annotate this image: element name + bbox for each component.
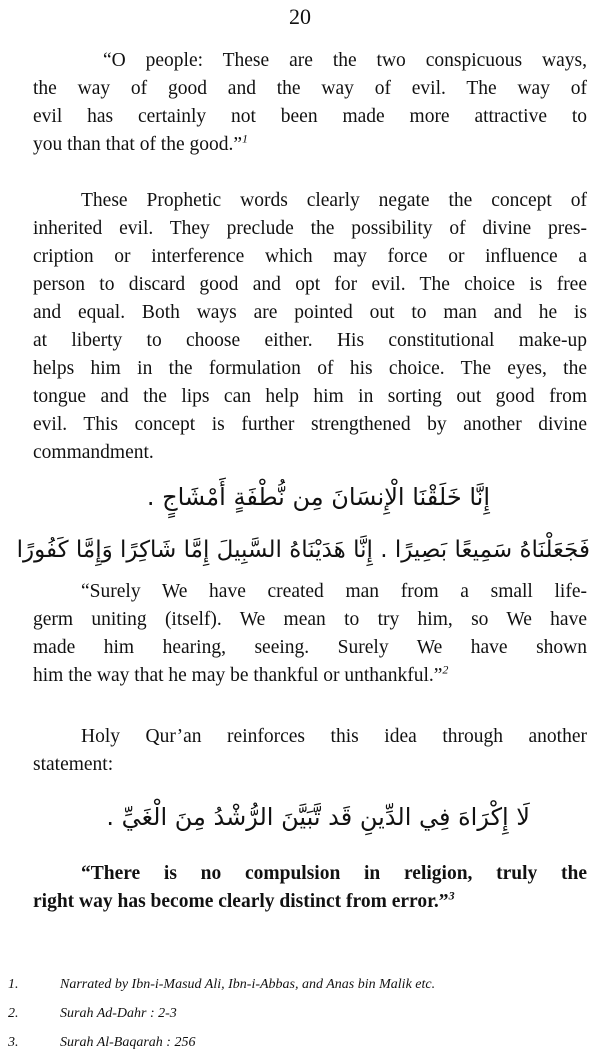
quote-line: “Surely We have created man from a small life-: [81, 581, 587, 602]
quote-last-line: [33, 131, 587, 159]
paragraph-line: helps him in the formulation of his choice. The eyes, the: [33, 358, 587, 379]
footnote-text: Surah Ad-Dahr : 2-3: [60, 1006, 177, 1021]
quote-line-text: right way has become clearly distinct from error.”: [33, 891, 449, 912]
paragraph-line: tongue and the lips can help him in sorting out good from: [33, 386, 587, 407]
footnote: [8, 999, 588, 1028]
quote-line: evil has certainly not been made more attractive to: [33, 106, 587, 127]
quote-line-text: you than that of the good.”: [33, 134, 243, 155]
hadith-quote: [33, 47, 587, 159]
page-number: 20: [289, 4, 311, 29]
paragraph-line: These Prophetic words clearly negate the concept of: [81, 190, 587, 211]
footnote-ref: 3: [448, 888, 455, 903]
paragraph-line: statement:: [33, 754, 114, 775]
quote-line: the way of good and the way of evil. The way of: [33, 78, 587, 99]
translation-quote: [33, 578, 587, 690]
body-paragraph: [33, 187, 587, 467]
quote-line: germ uniting (itself). We mean to try him, so We have: [33, 609, 587, 630]
paragraph-line: Holy Qur’an reinforces this idea through another: [81, 726, 587, 747]
arabic-verse: لَا إِكْرَاهَ فِي الدِّينِ قَد تَّبَيَّنَ الرُّشْدُ مِنَ الْغَيِّ .: [106, 803, 530, 831]
footnotes: [8, 970, 588, 1057]
quote-line: made him hearing, seeing. Surely We have shown: [33, 637, 587, 658]
paragraph-line: commandment.: [33, 442, 154, 463]
footnote-ref: 1: [242, 131, 249, 146]
paragraph-line: and equal. Both ways are pointed out to man and he is: [33, 302, 587, 323]
paragraph-line: cription or interference which may force or influence a: [33, 246, 587, 267]
arabic-verse: إِنَّا خَلَقْنَا الْإِنسَانَ مِن نُّطْفَةٍ أَمْشَاجٍ .: [146, 483, 490, 511]
footnote-text: Surah Al-Baqarah : 256: [60, 1035, 196, 1050]
quote-line: “O people: These are the two conspicuous ways,: [103, 50, 587, 71]
footnote-text: Narrated by Ibn-i-Masud Ali, Ibn-i-Abbas, and Anas bin Malik etc.: [60, 977, 436, 992]
translation-quote: [33, 860, 587, 916]
footnote: [8, 1028, 588, 1057]
footnote: [8, 970, 588, 999]
footnote-number: 3.: [8, 1035, 19, 1050]
paragraph-line: person to discard good and opt for evil. The choice is free: [33, 274, 587, 295]
paragraph-line: inherited evil. They preclude the possibility of divine pres-: [33, 218, 587, 239]
paragraph-line: at liberty to choose either. His constitutional make-up: [33, 330, 587, 351]
quote-line-text: him the way that he may be thankful or unthankful.”: [33, 665, 443, 686]
arabic-verse: فَجَعَلْنَاهُ سَمِيعًا بَصِيرًا . إِنَّا هَدَيْنَاهُ السَّبِيلَ إِمَّا شَاكِرًا وَإِمَّا كَفُورًا: [16, 537, 590, 563]
footnote-number: 1.: [8, 977, 19, 992]
quote-last-line: [33, 662, 587, 690]
quote-line: “There is no compulsion in religion, truly the: [81, 863, 587, 884]
quote-last-line: [33, 888, 587, 916]
footnote-ref: 2: [442, 662, 449, 677]
paragraph-line: evil. This concept is further strengthened by another divine: [33, 414, 587, 435]
body-paragraph: [33, 723, 587, 779]
footnote-number: 2.: [8, 1006, 19, 1021]
